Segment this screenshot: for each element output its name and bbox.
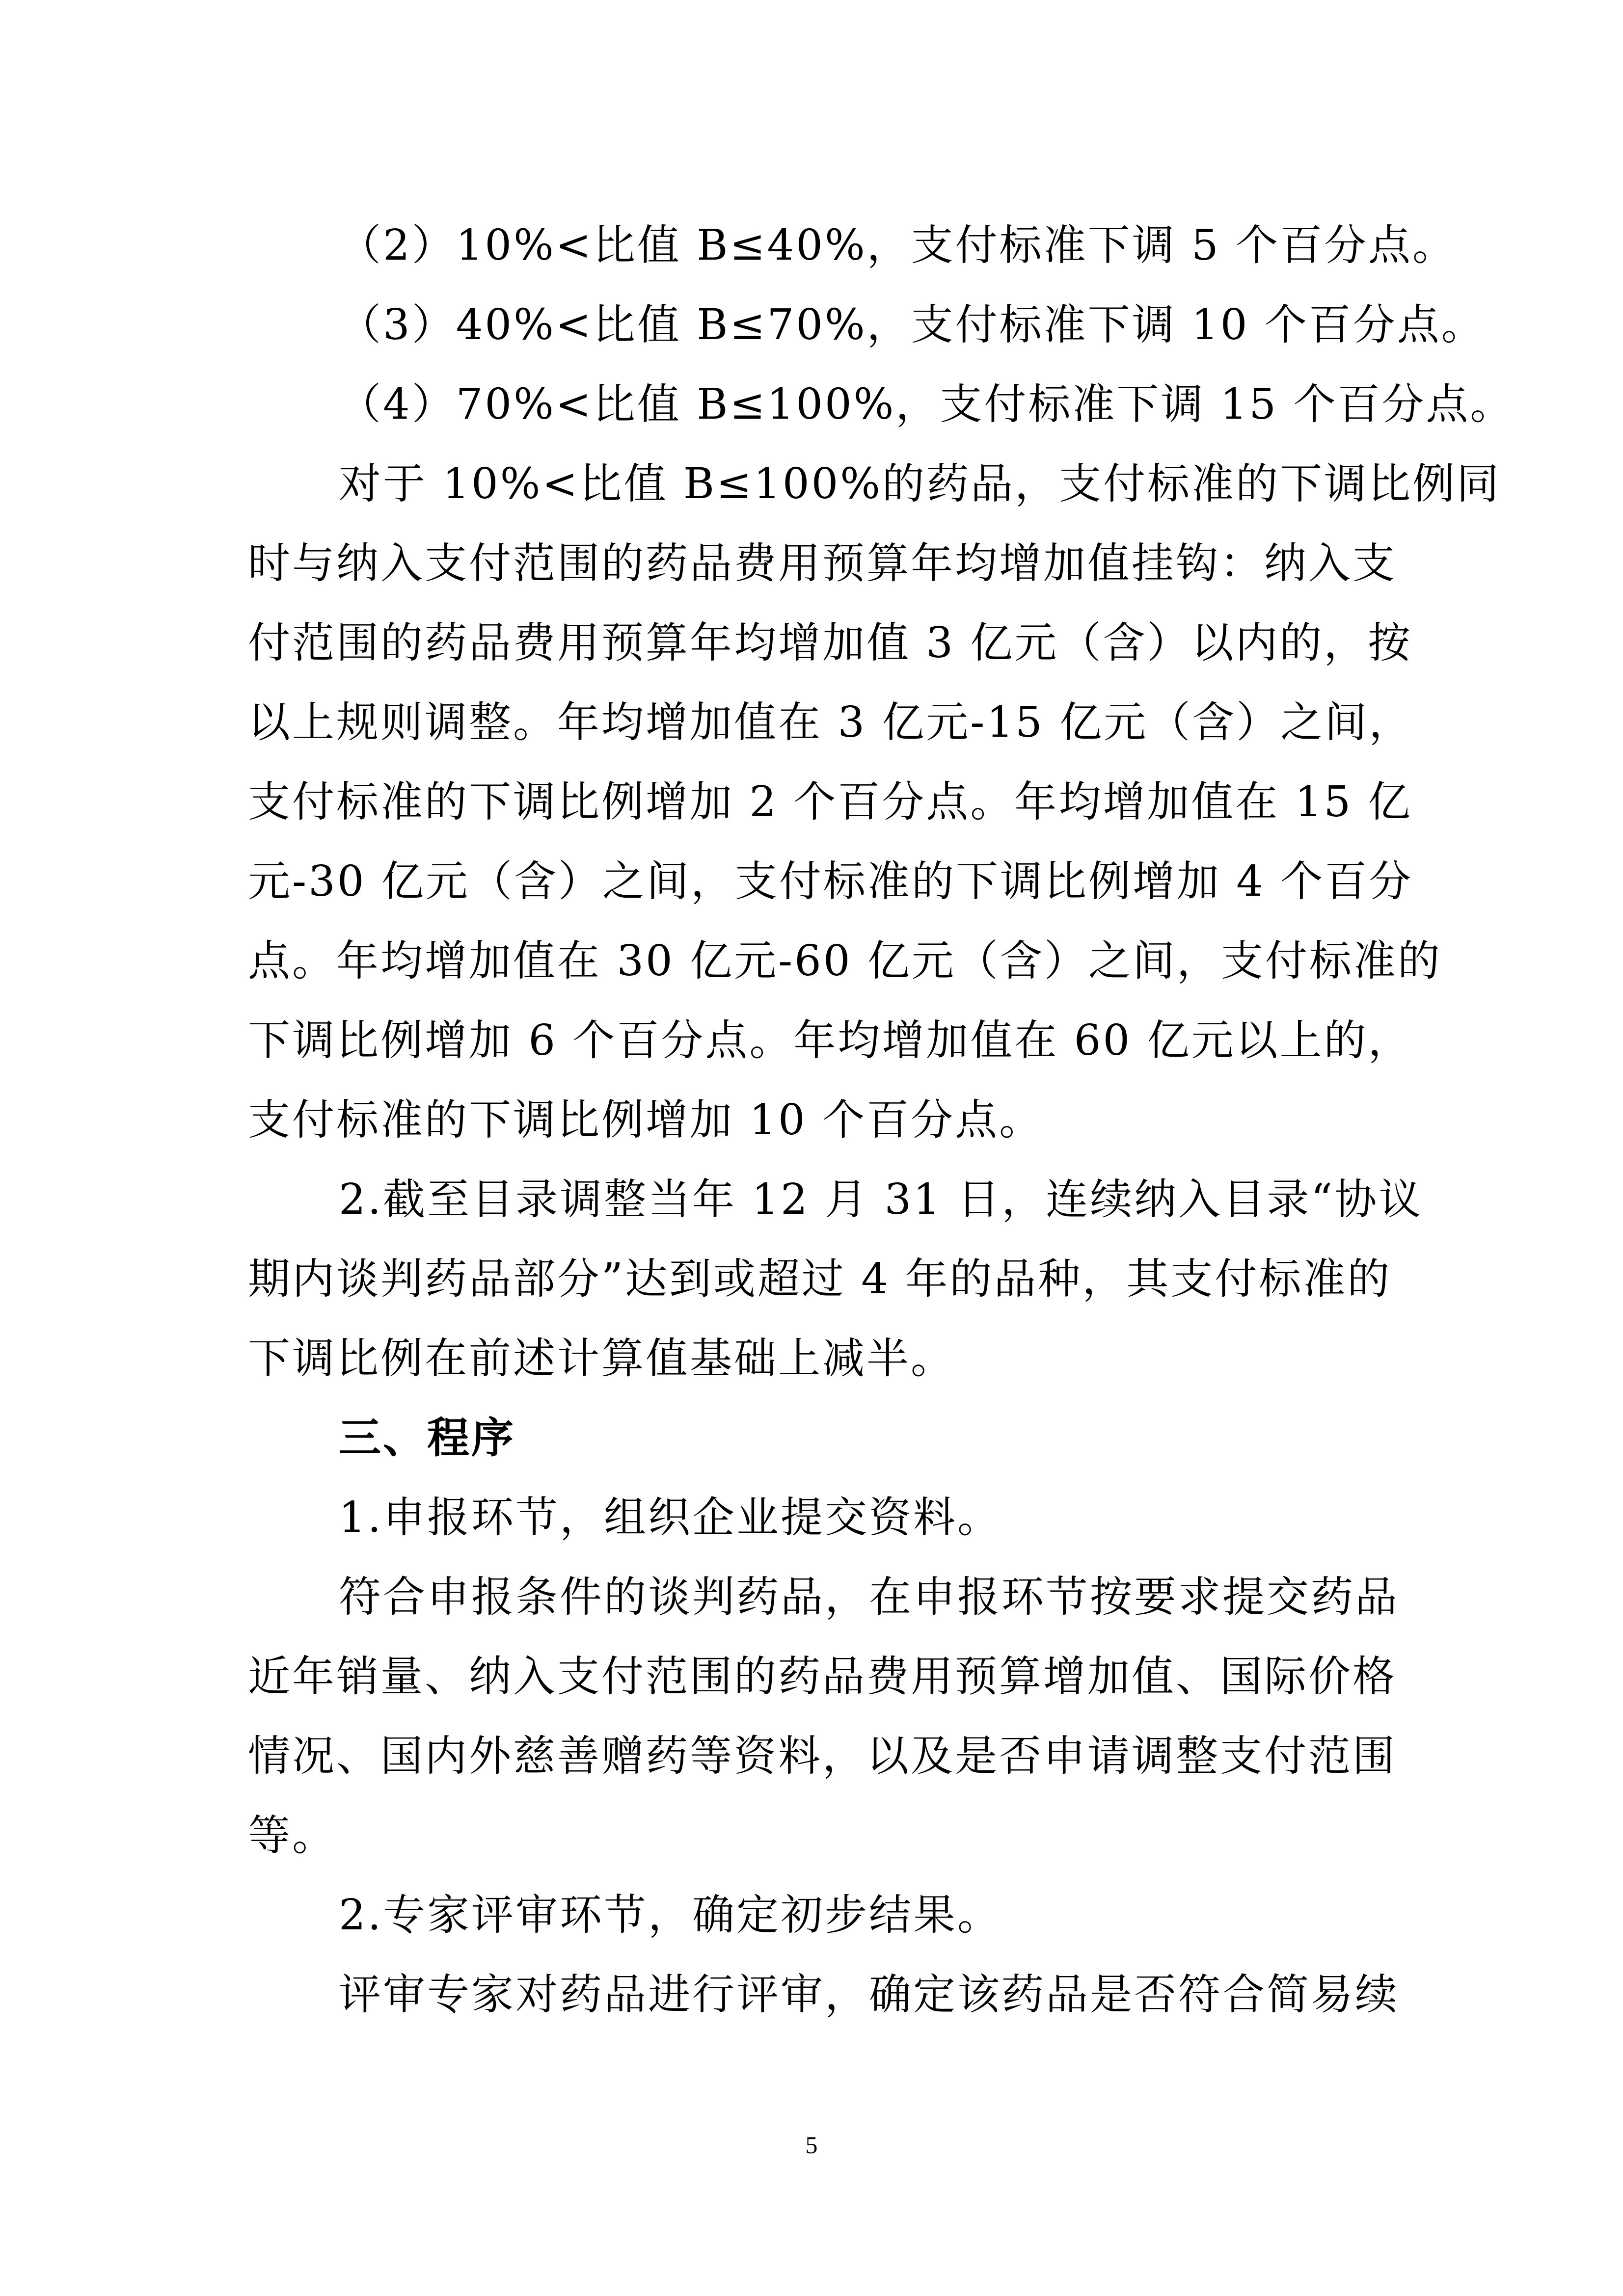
paragraph-line: 期内谈判药品部分”达到或超过 4 年的品种，其支付标准的 bbox=[248, 1255, 1392, 1304]
paragraph-line: 下调比例增加 6 个百分点。年均增加值在 60 亿元以上的， bbox=[248, 1016, 1412, 1065]
paragraph-line: 近年销量、纳入支付范围的药品费用预算增加值、国际价格 bbox=[248, 1652, 1397, 1701]
paragraph-line: 对于 10%<比值 B≤100%的药品，支付标准的下调比例同 bbox=[339, 459, 1501, 508]
paragraph-line: 情况、国内外慈善赠药等资料，以及是否申请调整支付范围 bbox=[248, 1732, 1397, 1781]
rule-item-2: （2）10%<比值 B≤40%，支付标准下调 5 个百分点。 bbox=[339, 221, 1457, 270]
paragraph-line: 付范围的药品费用预算年均增加值 3 亿元（含）以内的，按 bbox=[248, 618, 1412, 667]
rule-item-3: （3）40%<比值 B≤70%，支付标准下调 10 个百分点。 bbox=[339, 300, 1486, 349]
paragraph-line: 支付标准的下调比例增加 10 个百分点。 bbox=[248, 1095, 1044, 1145]
paragraph-line: 以上规则调整。年均增加值在 3 亿元-15 亿元（含）之间， bbox=[248, 698, 1413, 747]
paragraph-line: 下调比例在前述计算值基础上减半。 bbox=[248, 1334, 955, 1383]
paragraph-line: 点。年均增加值在 30 亿元-60 亿元（含）之间，支付标准的 bbox=[248, 936, 1442, 986]
paragraph-line: 评审专家对药品进行评审，确定该药品是否符合简易续 bbox=[339, 1970, 1399, 2019]
paragraph-line: 时与纳入支付范围的药品费用预算年均增加值挂钩：纳入支 bbox=[248, 539, 1397, 588]
page-number: 5 bbox=[805, 2131, 818, 2159]
paragraph-line: 元-30 亿元（含）之间，支付标准的下调比例增加 4 个百分 bbox=[248, 857, 1413, 906]
paragraph-line: 支付标准的下调比例增加 2 个百分点。年均增加值在 15 亿 bbox=[248, 777, 1412, 827]
section-heading: 三、程序 bbox=[339, 1414, 515, 1463]
rule-item-4: （4）70%<比值 B≤100%，支付标准下调 15 个百分点。 bbox=[339, 380, 1515, 429]
paragraph-line: 等。 bbox=[248, 1811, 336, 1860]
paragraph-line: 2.截至目录调整当年 12 月 31 日，连续纳入目录“协议 bbox=[339, 1175, 1423, 1224]
step-heading: 1.申报环节，组织企业提交资料。 bbox=[339, 1493, 1002, 1542]
step-heading: 2.专家评审环节，确定初步结果。 bbox=[339, 1891, 1002, 1940]
paragraph-line: 符合申报条件的谈判药品，在申报环节按要求提交药品 bbox=[339, 1573, 1399, 1622]
